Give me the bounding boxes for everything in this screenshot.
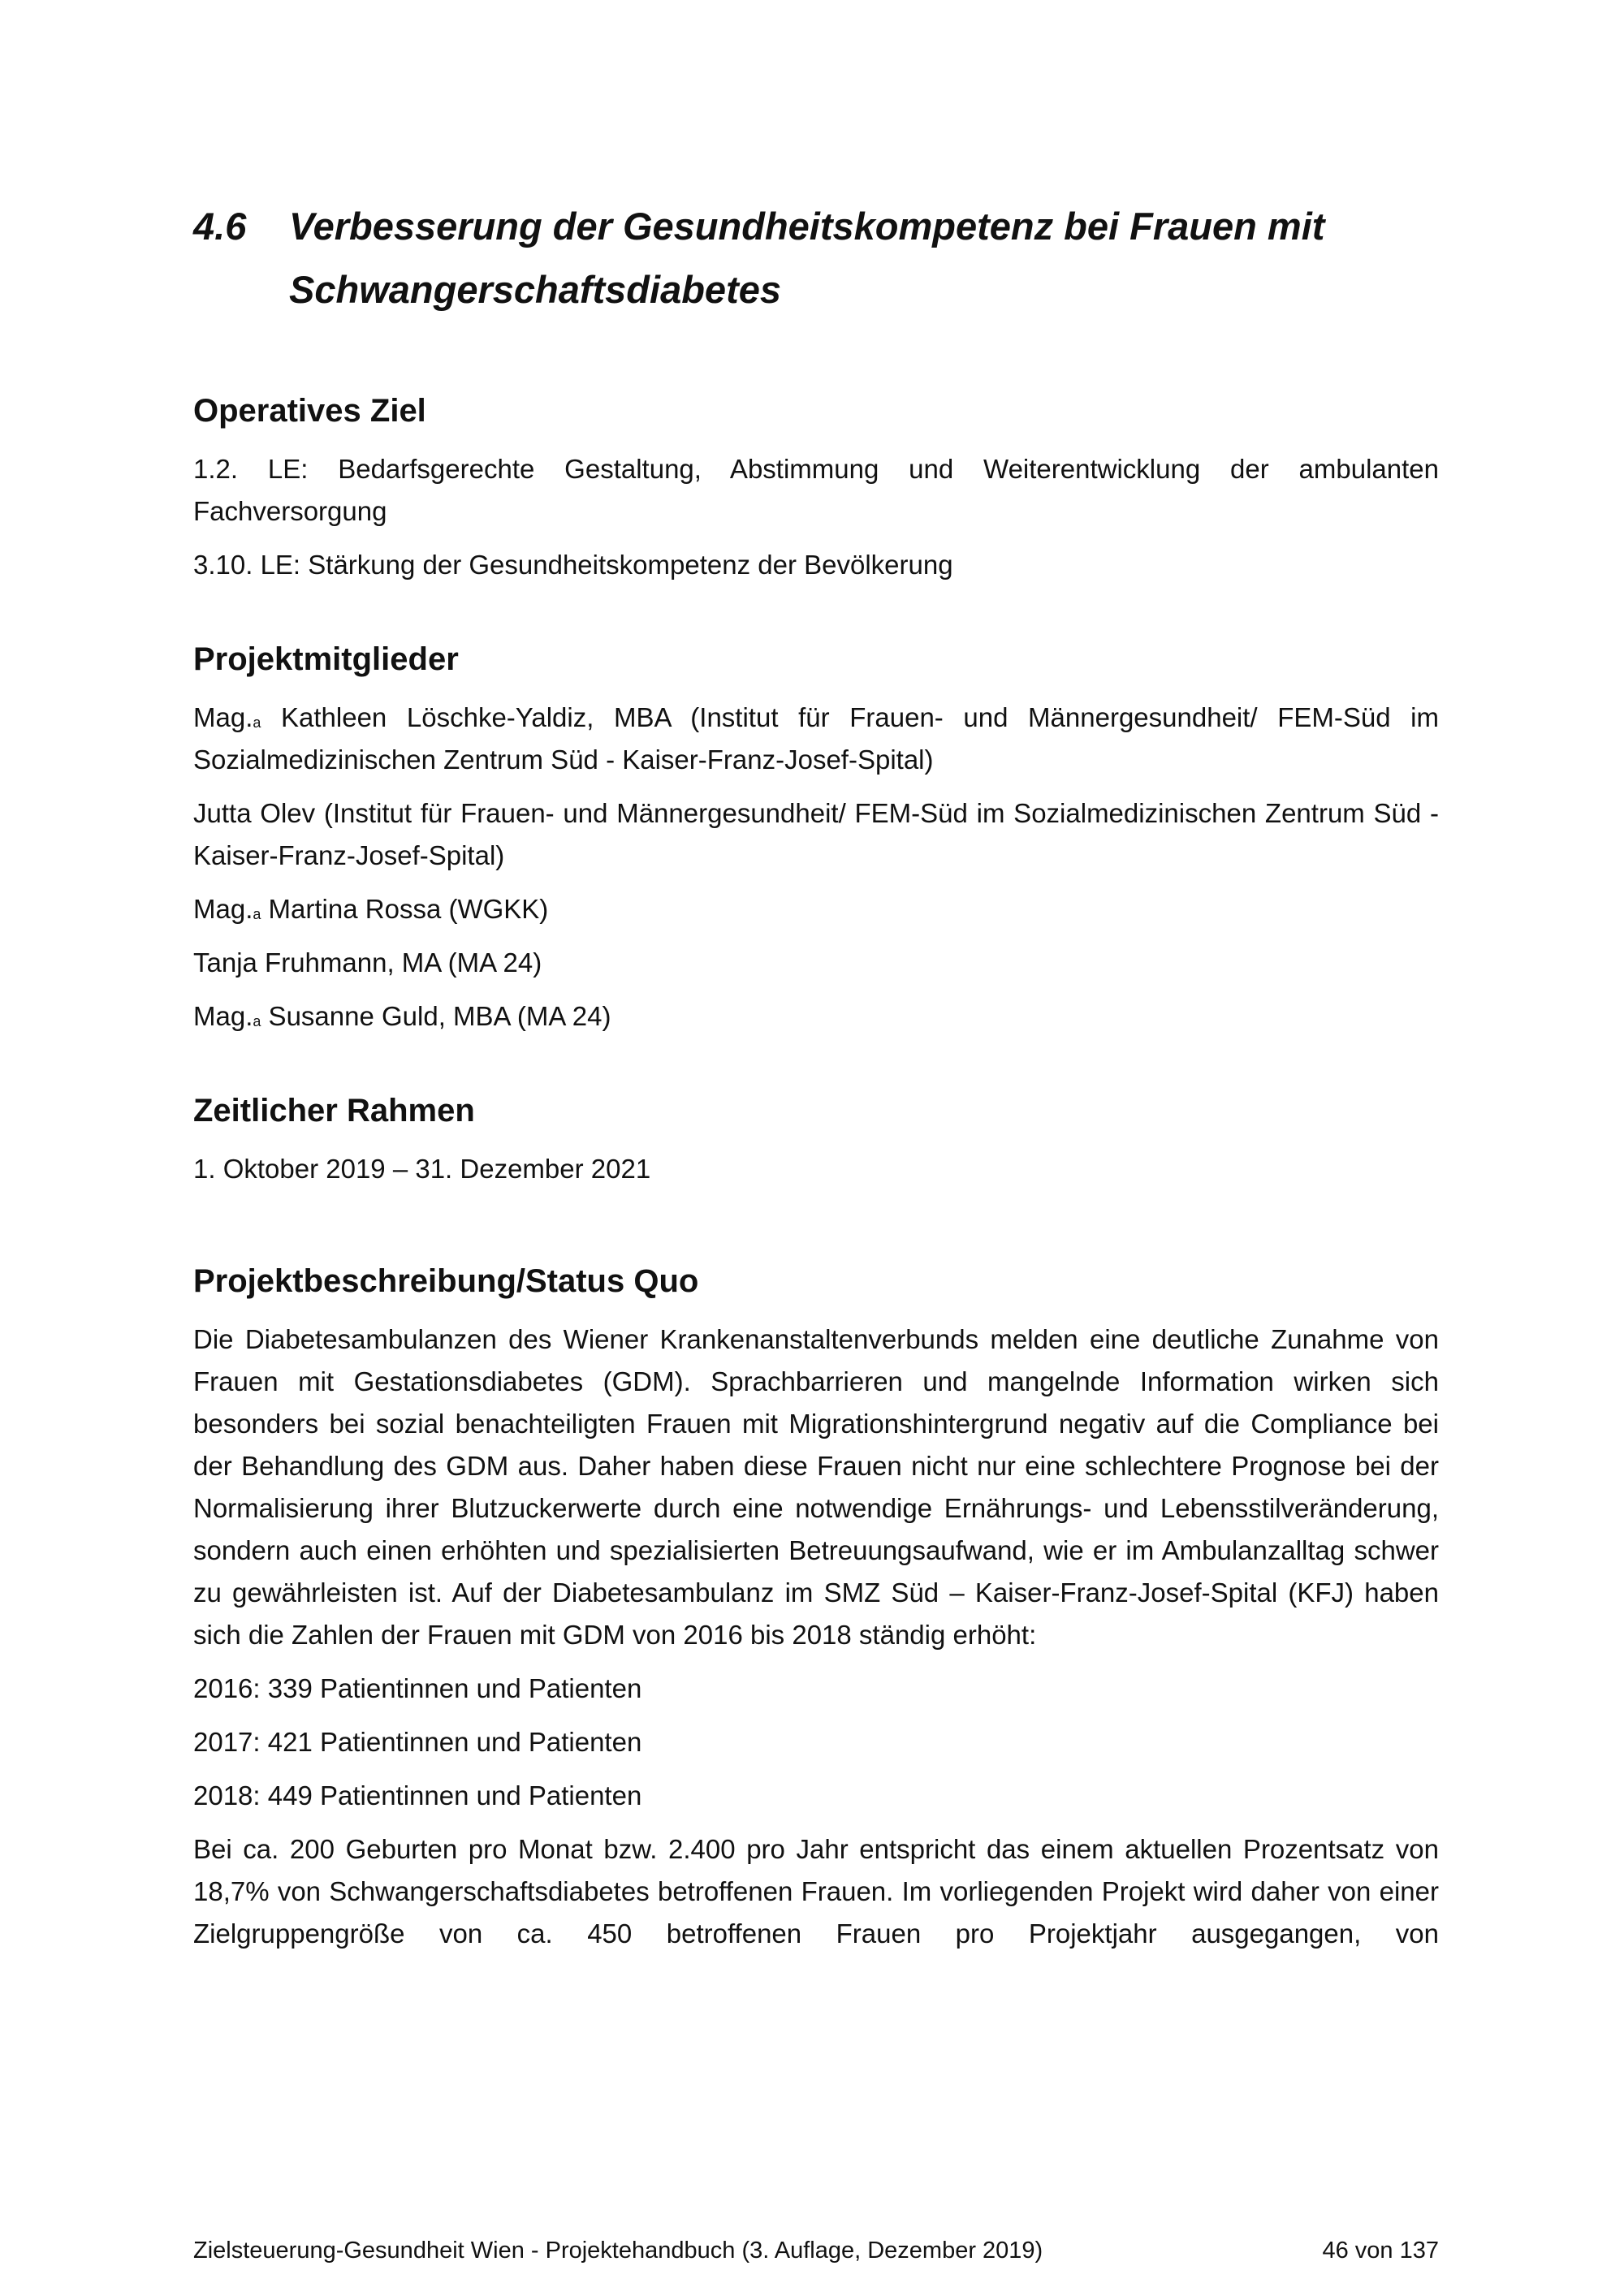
member-text: Martina Rossa (WGKK) (261, 894, 549, 924)
chapter-title-line-1: Verbesserung der Gesundheitskompetenz bei Frauen mit (289, 205, 1325, 248)
member-text: Kathleen Löschke-Yaldiz, MBA (Institut für Frauen- und Männergesundheit/ FEM-Süd im Sozialmedizinischen Zentrum Süd - Kaiser-Franz-Josef-Spital) (193, 702, 1439, 775)
footer-title: Zielsteuerung-Gesundheit Wien - Projektehandbuch (3. Auflage, Dezember 2019) (193, 2238, 1043, 2264)
member-title-sup: a (253, 714, 261, 731)
section-heading: Operatives Ziel (193, 393, 426, 429)
member-item (193, 888, 1439, 930)
member-title-sup: a (253, 1013, 261, 1029)
page-number: 46 von 137 (1322, 2238, 1439, 2264)
member-item (193, 697, 1439, 781)
timeframe-text: 1. Oktober 2019 – 31. Dezember 2021 (193, 1154, 651, 1184)
member-item (193, 792, 1439, 877)
section-heading: Projektmitglieder (193, 641, 459, 677)
section-operatives-ziel (193, 390, 1439, 586)
section-projektmitglieder (193, 638, 1439, 1038)
section-zeitlicher-rahmen (193, 1090, 1439, 1190)
member-text: Jutta Olev (Institut für Frauen- und Männergesundheit/ FEM-Süd im Sozialmedizinischen Zentrum Süd - Kaiser-Franz-Josef-Spital) (193, 798, 1439, 870)
section-projektbeschreibung (193, 1260, 1439, 1955)
member-item (193, 995, 1439, 1038)
chapter-heading (193, 195, 1439, 322)
member-title: Mag. (193, 1001, 253, 1031)
member-title: Mag. (193, 894, 253, 924)
stat-line: 2017: 421 Patientinnen und Patienten (193, 1727, 642, 1757)
member-text: Tanja Fruhmann, MA (MA 24) (193, 947, 542, 978)
member-title: Mag. (193, 702, 253, 732)
ziel-item: 1.2. LE: Bedarfsgerechte Gestaltung, Abstimmung und Weiterentwicklung der ambulanten Fachversorgung (193, 454, 1439, 526)
section-heading: Projektbeschreibung/Status Quo (193, 1263, 699, 1299)
section-heading: Zeitlicher Rahmen (193, 1093, 475, 1129)
chapter-title-line-2: Schwangerschaftsdiabetes (289, 268, 781, 311)
stat-line: 2018: 449 Patientinnen und Patienten (193, 1780, 642, 1810)
stat-line: 2016: 339 Patientinnen und Patienten (193, 1673, 642, 1703)
member-item (193, 942, 1439, 984)
chapter-number: 4.6 (193, 205, 247, 248)
ziel-item: 3.10. LE: Stärkung der Gesundheitskompetenz der Bevölkerung (193, 550, 953, 580)
chapter-title (289, 195, 1439, 322)
page-content (193, 195, 1439, 1955)
page-footer (193, 2234, 1439, 2267)
member-text: Susanne Guld, MBA (MA 24) (261, 1001, 611, 1031)
description-paragraph: Bei ca. 200 Geburten pro Monat bzw. 2.400 pro Jahr entspricht das einem aktuellen Prozentsatz von 18,7% von Schwangerschaftsdiabetes betroffenen Frauen. Im vorliegenden Projekt wird daher von einer Zielgruppengröße von ca. 450 betroffenen Frauen pro Projektjahr ausgegangen, von (193, 1834, 1439, 1949)
description-paragraph: Die Diabetesambulanzen des Wiener Krankenanstaltenverbunds melden eine deutliche Zunahme von Frauen mit Gestationsdiabetes (GDM). Sprachbarrieren und mangelnde Information wirken sich besonders bei sozial benachteiligten Frauen mit Migrationshintergrund negativ auf die Compliance bei der Behandlung des GDM aus. Daher haben diese Frauen nicht nur eine schlechtere Prognose bei der Normalisierung ihrer Blutzuckerwerte durch eine notwendige Ernährungs- und Lebensstilveränderung, sondern auch einen erhöhten und spezialisierten Betreuungsaufwand, wie er im Ambulanzalltag schwer zu gewährleisten ist. Auf der Diabetesambulanz im SMZ Süd – Kaiser-Franz-Josef-Spital (KFJ) haben sich die Zahlen der Frauen mit GDM von 2016 bis 2018 ständig erhöht: (193, 1324, 1439, 1650)
member-title-sup: a (253, 906, 261, 922)
